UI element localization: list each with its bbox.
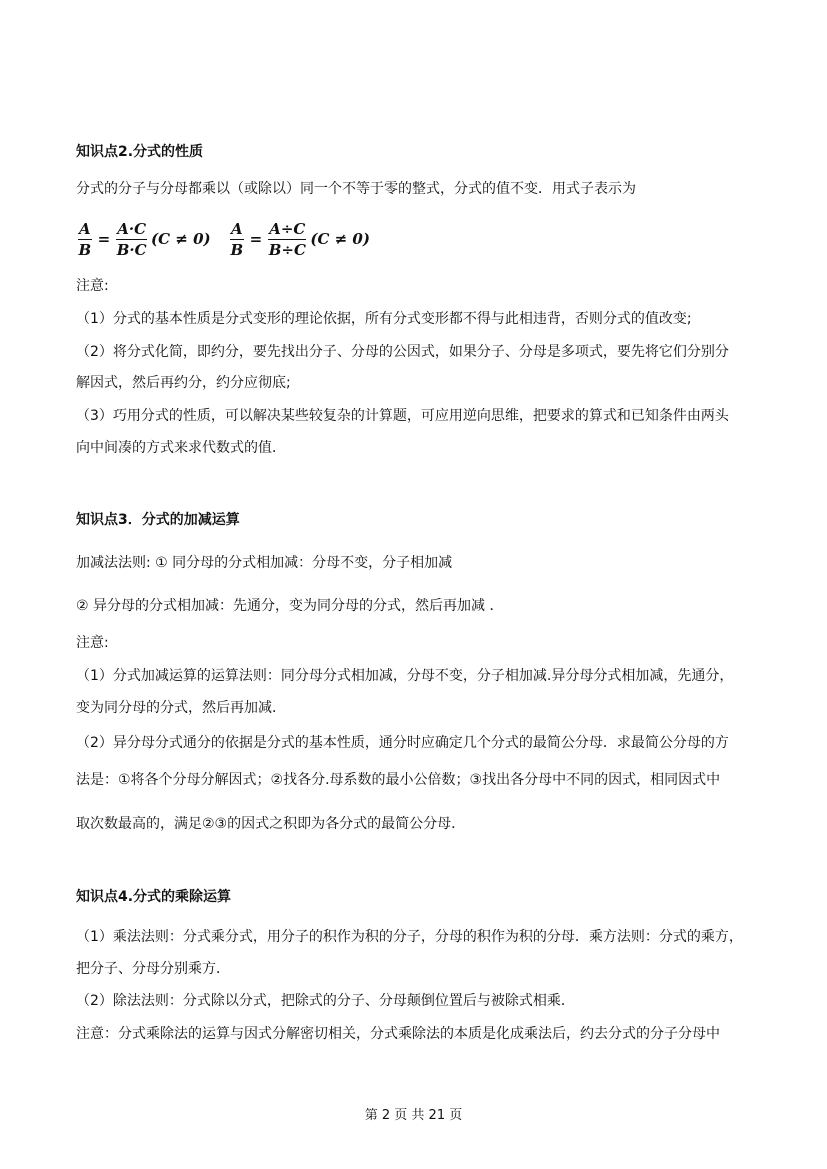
equals-sign: =: [97, 230, 111, 248]
section4-rule1-line1: （1）乘法法则：分式乘分式，用分子的积作为积的分子，分母的积作为积的分母．乘方法则：分式的乘方，: [76, 929, 743, 945]
condition: (C ≠ 0): [151, 230, 211, 248]
fraction-lhs: $\frac{A}{B}$: [230, 219, 244, 259]
fraction-lhs: $\frac{A}{B}$: [78, 219, 92, 259]
section3-rule2: ② 异分母的分式相加减：先通分，变为同分母的分式，然后再加减 ．: [76, 598, 504, 614]
fraction-rhs: $\frac{A\cdot C}{B\cdot C}$: [116, 219, 147, 259]
section4-note: 注意：分式乘除法的运算与因式分解密切相关，分式乘除法的本质是化成乘法后，约去分式的分子分母中: [76, 1026, 720, 1042]
section4-rule2: （2）除法法则：分式除以分式，把除式的分子、分母颠倒位置后与被除式相乘．: [76, 993, 575, 1009]
formula-divide: [228, 218, 370, 260]
fraction-rhs: $\frac{A\div C}{B\div C}$: [268, 219, 306, 259]
condition: (C ≠ 0): [310, 230, 370, 248]
equals-sign: =: [249, 230, 263, 248]
section2-intro: 分式的分子与分母都乘以（或除以）同一个不等于零的整式，分式的值不变．用式子表示为: [76, 181, 636, 197]
section3-note1-line2: 变为同分母的分式，然后再加减．: [76, 700, 286, 716]
section3-note2-line3: 取次数最高的，满足②③的因式之积即为各分式的最简公分母．: [76, 816, 466, 832]
section3-note-label: 注意:: [76, 635, 109, 651]
section2-note2-line1: （2）将分式化简，即约分，要先找出分子、分母的公因式，如果分子、分母是多项式，要先将它们分别分: [76, 344, 729, 360]
section2-note2-line2: 解因式，然后再约分，约分应彻底;: [76, 375, 291, 391]
section2-note3-line1: （3）巧用分式的性质，可以解决某些较复杂的计算题，可应用逆向思维，把要求的算式和已知条件由两头: [76, 408, 729, 424]
section2-note-label: 注意:: [76, 278, 109, 294]
section2-note1: （1）分式的基本性质是分式变形的理论依据，所有分式变形都不得与此相违背，否则分式的值改变;: [76, 311, 692, 327]
section4-rule1-line2: 把分子、分母分别乘方．: [76, 961, 230, 977]
section4-title: 知识点4.分式的乘除运算: [76, 889, 232, 905]
section3-note2-line1: （2）异分母分式通分的依据是分式的基本性质，通分时应确定几个分式的最简公分母．求最简公分母的方: [76, 735, 729, 751]
section3-note1-line1: （1）分式加减运算的运算法则：同分母分式相加减，分母不变，分子相加减.异分母分式相加减，先通分，: [76, 668, 734, 684]
section3-rule1: 加减法法则: ① 同分母的分式相加减：分母不变，分子相加减: [76, 555, 453, 571]
section3-note2-line2: 法是：①将各个分母分解因式；②找各分.母系数的最小公倍数；③找出各分母中不同的因式，相同因式中: [76, 772, 721, 788]
formula-multiply: [76, 218, 211, 260]
section3-title: 知识点3．分式的加减运算: [76, 512, 240, 528]
page-number: 第 2 页 共 21 页: [364, 1108, 463, 1123]
section2-note3-line2: 向中间凑的方式来求代数式的值．: [76, 440, 286, 456]
section2-title: 知识点2.分式的性质: [76, 144, 204, 160]
